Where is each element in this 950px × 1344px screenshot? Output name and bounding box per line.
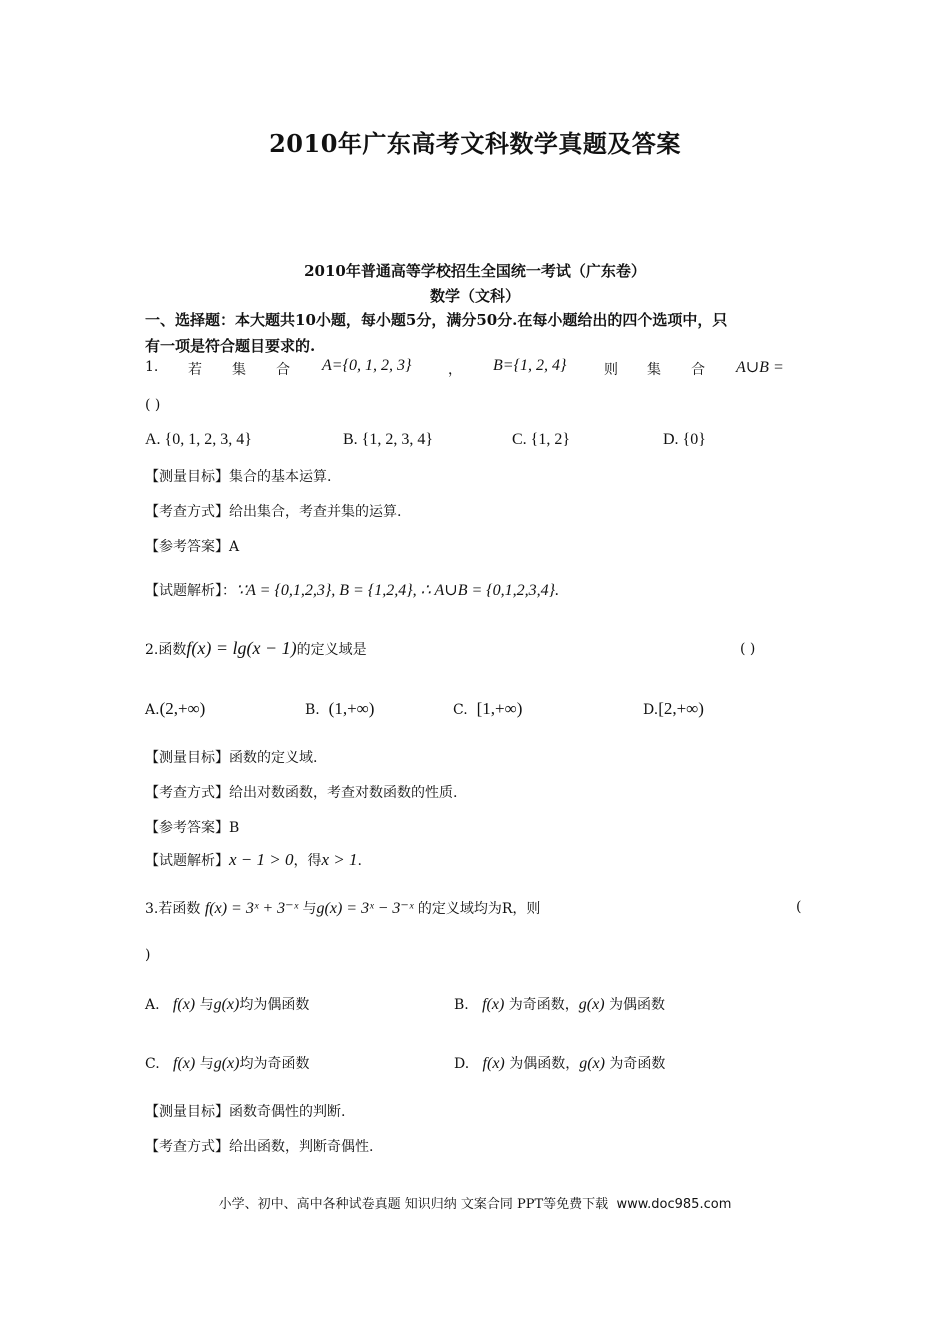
q2-option-c-value: [1,+∞) bbox=[476, 699, 523, 718]
page-footer bbox=[0, 1193, 950, 1212]
q2-analysis-label: 【试题解析】 bbox=[145, 853, 229, 869]
q3-method: 【考查方式】给出函数，判断奇偶性. bbox=[145, 1139, 374, 1155]
q1-union: A∪B = bbox=[736, 359, 784, 376]
q1-answer-paren: ( ) bbox=[145, 397, 161, 413]
q3-option-a-tail: 均为偶函数 bbox=[239, 997, 310, 1013]
q1-stem-word-4: 则 bbox=[604, 362, 618, 378]
q3-option-c-mid: 与 bbox=[199, 1056, 214, 1072]
q2-goal: 【测量目标】函数的定义域. bbox=[145, 750, 318, 766]
q1-stem-word-5: 集 bbox=[647, 362, 661, 378]
q2-option-d-value: [2,+∞) bbox=[658, 699, 704, 718]
q1-analysis-math: ∵A = {0,1,2,3}, B = {1,2,4}, ∴ A∪B = {0,1,2,3,4}. bbox=[236, 582, 560, 599]
q3-option-d-label: D. bbox=[454, 1056, 470, 1072]
footer-site-link[interactable]: www.doc985.com bbox=[616, 1197, 732, 1212]
q3-option-d-f: f(x) bbox=[482, 1055, 505, 1072]
q2-analysis-math-2: x > 1 bbox=[321, 850, 358, 869]
q3-option-a bbox=[145, 994, 309, 1014]
q2-option-c bbox=[453, 699, 522, 719]
q3-paren-left: ( bbox=[796, 899, 802, 915]
q1-analysis-label: 【试题解析】： bbox=[145, 583, 236, 599]
q3-option-a-f: f(x) bbox=[172, 996, 196, 1013]
q1-stem-word-3: 合 bbox=[276, 362, 290, 378]
q3-stem-suffix: 的定义域均为R，则 bbox=[417, 901, 541, 917]
footer-text: 小学、初中、高中各种试卷真题 知识归纳 文案合同 PPT等免费下载 bbox=[218, 1197, 609, 1212]
instructions-line-2: 有一项是符合题目要求的. bbox=[145, 337, 316, 355]
q3-option-d bbox=[454, 1053, 665, 1073]
q3-f-def: f(x) = 3ˣ + 3⁻ˣ bbox=[204, 900, 299, 917]
q2-analysis-math-1: x − 1 > 0 bbox=[229, 850, 294, 869]
q3-goal: 【测量目标】函数奇偶性的判断. bbox=[145, 1104, 346, 1120]
q1-option-d: D. {0} bbox=[663, 431, 706, 448]
q2-method: 【考查方式】给出对数函数，考查对数函数的性质. bbox=[145, 785, 458, 801]
q3-g-def: g(x) = 3ˣ − 3⁻ˣ bbox=[316, 900, 414, 917]
q1-goal: 【测量目标】集合的基本运算. bbox=[145, 469, 332, 485]
q2-stem-suffix: 的定义域是 bbox=[296, 642, 367, 658]
q2-option-a-label: A. bbox=[145, 702, 160, 718]
q3-stem-prefix: 3.若函数 bbox=[145, 901, 201, 917]
q3-option-b-label: B. bbox=[454, 997, 469, 1013]
q1-set-a: A={0, 1, 2, 3} bbox=[322, 357, 412, 374]
q3-option-a-label: A. bbox=[145, 997, 160, 1013]
q1-number: 1. bbox=[145, 359, 159, 375]
q3-option-b-f: f(x) bbox=[482, 996, 505, 1013]
q3-option-d-mid: 为偶函数， bbox=[509, 1056, 580, 1072]
q1-method: 【考查方式】给出集合，考查并集的运算. bbox=[145, 504, 402, 520]
q3-and-word: 与 bbox=[302, 901, 317, 917]
q3-option-b bbox=[454, 994, 665, 1014]
q3-option-d-tail: 为奇函数 bbox=[609, 1056, 666, 1072]
q2-option-a bbox=[145, 699, 205, 719]
q3-stem bbox=[145, 898, 540, 918]
q2-answer: 【参考答案】B bbox=[145, 820, 240, 836]
q2-option-b bbox=[305, 699, 374, 719]
q2-analysis-end: . bbox=[357, 853, 362, 869]
q1-option-b: B. {1, 2, 3, 4} bbox=[343, 431, 434, 448]
q2-stem bbox=[145, 638, 367, 659]
q2-option-b-value: (1,+∞) bbox=[328, 699, 375, 718]
q3-option-b-mid: 为奇函数， bbox=[508, 997, 579, 1013]
q1-analysis bbox=[145, 580, 559, 600]
q3-option-b-g: g(x) bbox=[578, 996, 605, 1013]
q1-option-a: A. {0, 1, 2, 3, 4} bbox=[145, 431, 252, 448]
q1-option-c: C. {1, 2} bbox=[512, 431, 571, 448]
q2-analysis-mid: ，得 bbox=[293, 853, 322, 869]
q2-option-c-label: C. bbox=[453, 702, 468, 718]
q3-option-c-g: g(x) bbox=[213, 1055, 240, 1072]
q1-answer: 【参考答案】A bbox=[145, 539, 240, 555]
q1-stem-word-6: 合 bbox=[691, 362, 705, 378]
document-title: 2010年广东高考文科数学真题及答案 bbox=[269, 129, 681, 158]
q2-answer-paren: ( ) bbox=[740, 641, 756, 657]
q3-option-a-mid: 与 bbox=[199, 997, 214, 1013]
q3-option-a-g: g(x) bbox=[213, 996, 240, 1013]
q3-paren-right: ) bbox=[145, 947, 151, 963]
q1-stem-word-2: 集 bbox=[232, 362, 246, 378]
q2-option-d bbox=[643, 699, 704, 719]
q2-stem-math: f(x) = lg(x − 1) bbox=[186, 638, 297, 658]
exam-title: 2010年普通高等学校招生全国统一考试（广东卷） bbox=[304, 262, 646, 280]
instructions-line-1: 一、选择题：本大题共10小题，每小题5分，满分50分.在每小题给出的四个选项中，只 bbox=[145, 311, 728, 329]
q3-option-c bbox=[145, 1053, 309, 1073]
q1-stem-word-1: 若 bbox=[188, 362, 202, 378]
q3-option-d-g: g(x) bbox=[579, 1055, 605, 1072]
q1-comma: ， bbox=[448, 362, 462, 378]
q1-set-b: B={1, 2, 4} bbox=[493, 357, 567, 374]
q2-stem-prefix: 2.函数 bbox=[145, 642, 187, 658]
q2-option-d-label: D. bbox=[643, 702, 659, 718]
q2-option-a-value: (2,+∞) bbox=[159, 699, 206, 718]
q3-option-b-tail: 为偶函数 bbox=[608, 997, 665, 1013]
q3-option-c-f: f(x) bbox=[173, 1055, 196, 1072]
q2-option-b-label: B. bbox=[305, 702, 320, 718]
q3-option-c-label: C. bbox=[145, 1056, 160, 1072]
q3-option-c-tail: 均为奇函数 bbox=[239, 1056, 310, 1072]
q2-analysis bbox=[145, 850, 362, 870]
subject-title: 数学（文科） bbox=[429, 287, 520, 305]
